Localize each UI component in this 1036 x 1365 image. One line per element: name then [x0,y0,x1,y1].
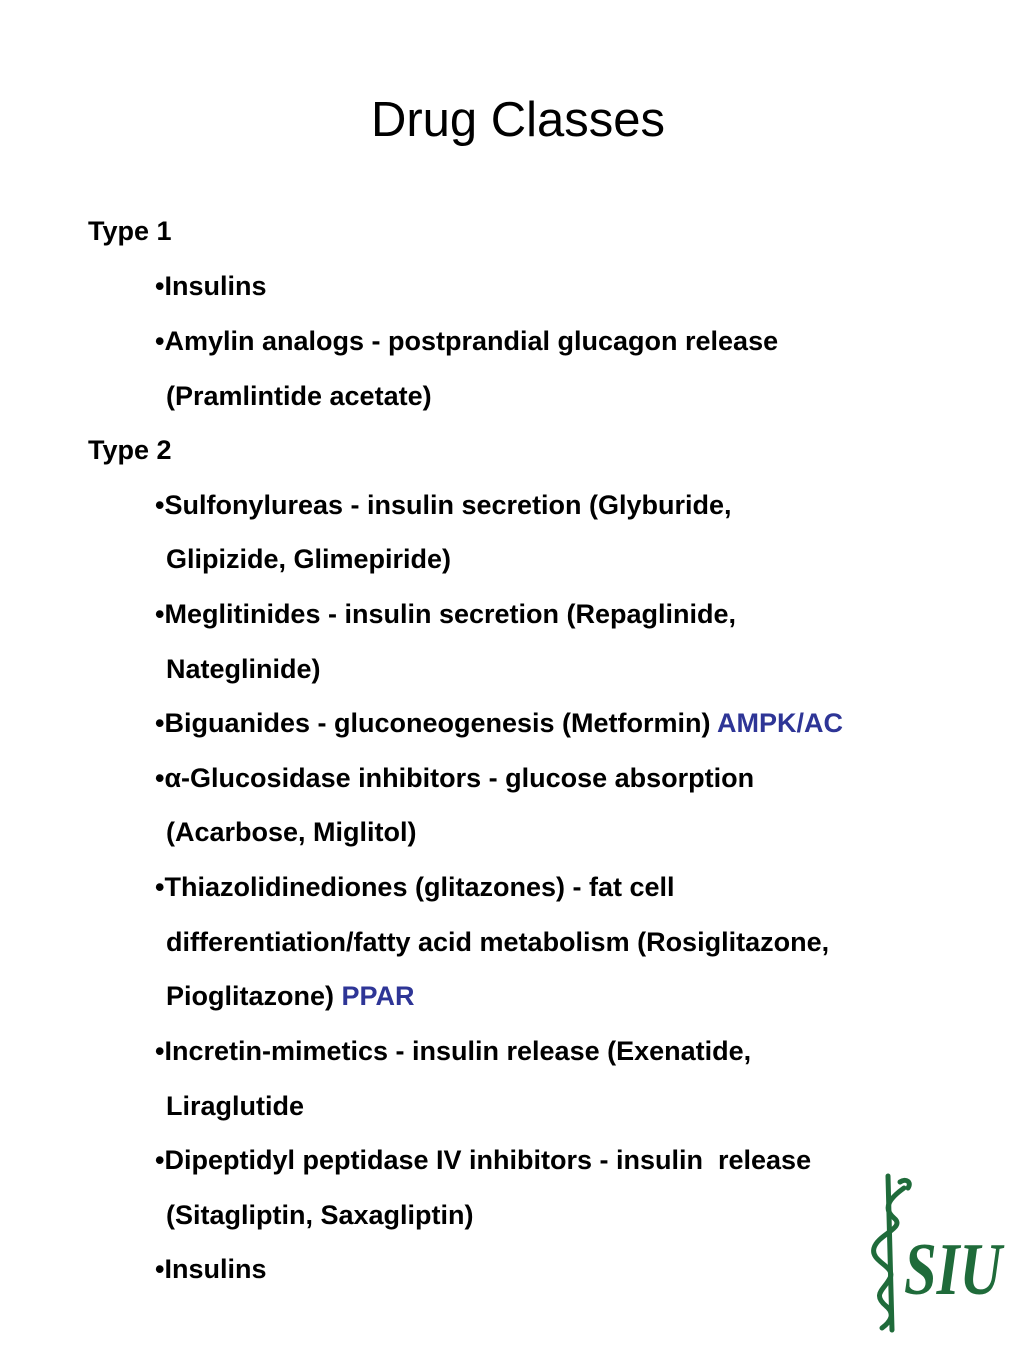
bullet-icon: • [155,271,165,301]
bullet-icon: • [155,708,165,738]
item-text: Pioglitazone) [166,981,342,1011]
list-item-dpp4-cont: (Sitagliptin, Saxagliptin) [166,1200,474,1230]
target-label-ampk: AMPK/AC [717,708,843,738]
item-text: Meglitinides - insulin secretion (Repaglinide, [164,599,737,629]
bullet-icon: • [155,490,165,520]
item-text: Sulfonylureas - insulin secretion (Glyburide, [164,490,732,520]
list-item-thiazolidinediones [155,870,675,904]
item-text: Thiazolidinediones (glitazones) - fat cell [164,872,675,902]
bullet-icon: • [155,1254,165,1284]
item-text: Amylin analogs - postprandial glucagon release [164,326,779,356]
list-item-meglitinides-cont: Nateglinide) [166,654,321,684]
list-item-amylin [155,324,778,358]
list-item-incretin [155,1034,751,1068]
list-item-thiazolidinediones-cont2 [166,979,415,1013]
item-text: Insulins [164,1254,267,1284]
list-item-incretin-cont: Liraglutide [166,1091,305,1121]
bullet-icon: • [155,872,165,902]
item-text: α-Glucosidase inhibitors - glucose absorption [164,763,755,793]
item-text: Biguanides - gluconeogenesis (Metformin) [164,708,717,738]
bullet-icon: • [155,326,165,356]
list-item-thiazolidinediones-cont: differentiation/fatty acid metabolism (Rosiglitazone, [166,927,830,957]
bullet-icon: • [155,599,165,629]
list-item-amylin-cont: (Pramlintide acetate) [166,381,432,411]
list-item-biguanides [155,706,843,740]
type1-heading: Type 1 [88,216,172,246]
slide-title: Drug Classes [370,93,666,147]
target-label-ppar: PPAR [341,981,415,1011]
list-item-sulfonylureas-cont: Glipizide, Glimepiride) [166,544,452,574]
list-item-insulins-type2 [155,1252,266,1286]
list-item-glucosidase-cont: (Acarbose, Miglitol) [166,817,417,847]
siu-logo-icon [860,1168,1010,1338]
item-text: Incretin-mimetics - insulin release (Exenatide, [164,1036,752,1066]
type2-heading: Type 2 [88,435,172,465]
list-item-glucosidase [155,761,754,795]
item-text: Dipeptidyl peptidase IV inhibitors - insulin release [164,1145,812,1175]
bullet-icon: • [155,763,165,793]
bullet-icon: • [155,1145,165,1175]
list-item-meglitinides [155,597,736,631]
bullet-icon: • [155,1036,165,1066]
list-item-sulfonylureas [155,488,732,522]
list-item-insulins-type1 [155,269,266,303]
item-text: Insulins [164,271,267,301]
list-item-dpp4 [155,1143,811,1177]
logo-text: SIU [904,1229,1005,1311]
